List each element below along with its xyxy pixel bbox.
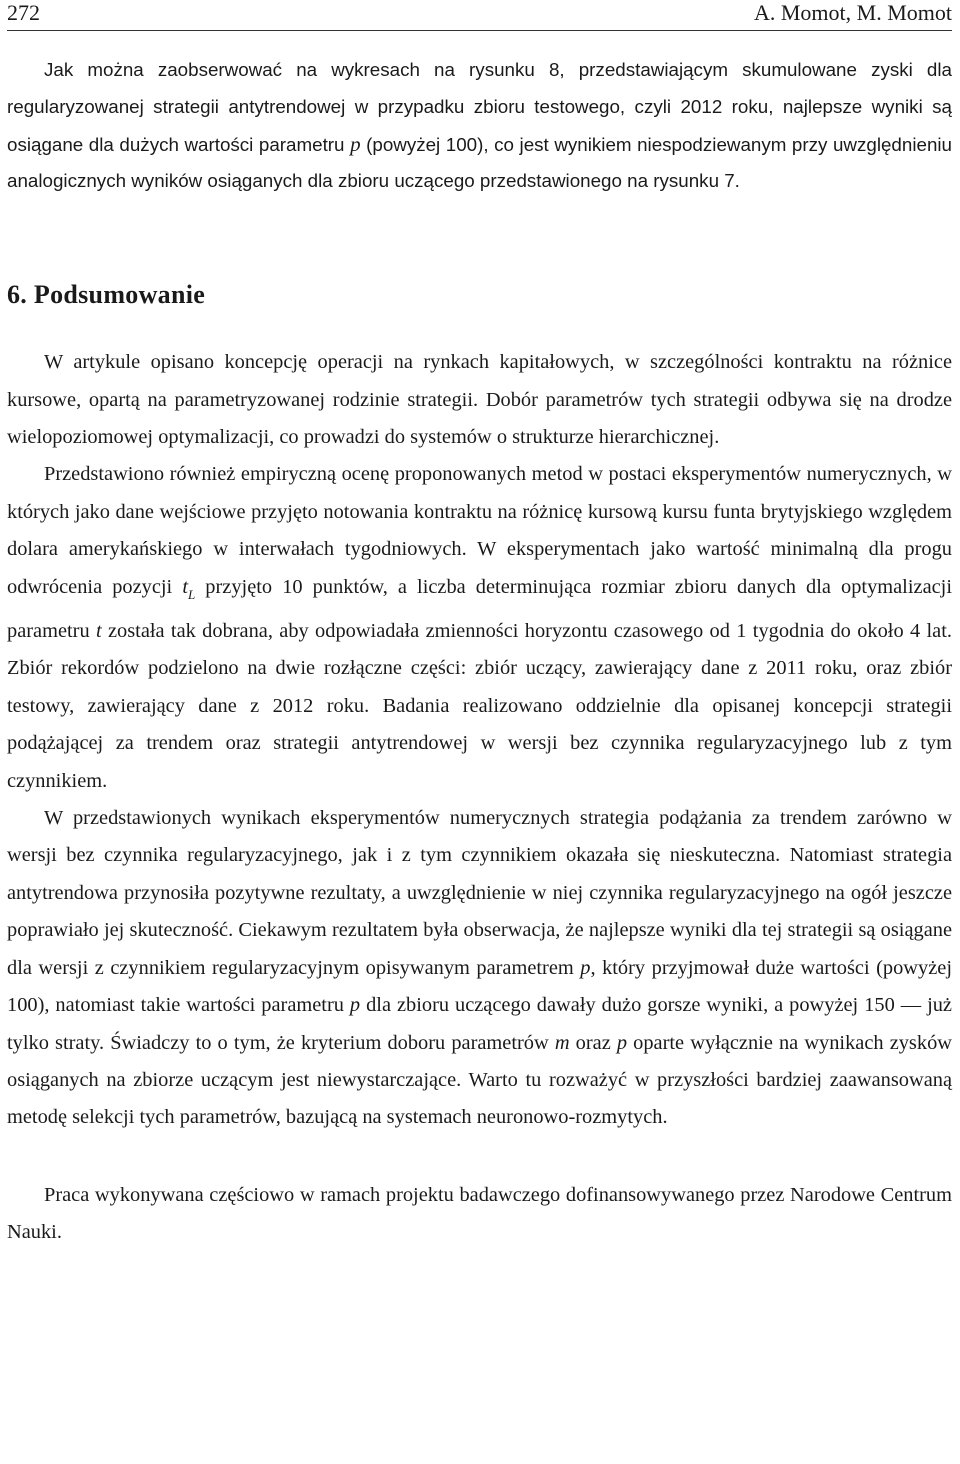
running-header-authors: A. Momot, M. Momot	[753, 0, 952, 25]
running-header	[7, 0, 952, 25]
symbol-t-subscript: L	[187, 586, 196, 602]
symbol-t-base: t	[182, 575, 188, 598]
symbol-t: t	[95, 620, 102, 643]
section-heading: 6. Podsumowanie	[7, 280, 206, 310]
acknowledgement: Praca wykonywana częściowo w ramach projektu badawczego dofinansowywanego przez Narodowe Centrum Nauki.	[7, 1183, 952, 1244]
intro-paragraph: Jak można zaobserwować na wykresach na rysunku 8, przedstawiającym skumulowane zyski dla regularyzowanej strategii antytrendowej w przypadku zbioru testowego, czyli 2012 roku, najlepsze wyniki są osiągane dla dużych wartości parametru p (powyżej 100), co jest wynikiem niespodziewanym przy uwzględnieniu analogicznych wyników osiąganych dla zbioru uczącego przedstawionego na rysunku 7.	[7, 59, 953, 192]
summary-paragraph-3: W przedstawionych wynikach eksperymentów numerycznych strategia podążania za trendem zarówno w wersji bez czynnika regularyzacyjnego, jak i z tym czynnikiem okazała się nieskuteczna. Natomiast strategia antytrendowa przynosiła pozytywne rezultaty, a uwzględnienie w niej czynnika regularyzacyjnego na ogół jeszcze poprawiało jej skuteczność. Ciekawym rezultatem była obserwacja, że najlepsze wyniki dla tej strategii są osiągane dla wersji z czynnikiem regularyzacyjnym opisywanym parametrem p, który przyjmował duże wartości (powyżej 100), natomiast takie wartości parametru p dla zbioru uczącego dawały dużo gorsze wyniki, a powyżej 150 — już tylko straty. Świadczy to o tym, że kryterium doboru parametrów m oraz p oparte wyłącznie na wynikach zysków osiąganych na zbiorze uczącym jest niewystarczające. Warto tu rozważyć w przyszłości bardziej zaawansowaną metodę selekcji tych parametrów, bazującą na systemach neuronowo-rozmytych.	[7, 807, 952, 1129]
summary-paragraph-1: W artykule opisano koncepcję operacji na rynkach kapitałowych, w szczególności kontraktu na różnice kursowe, opartą na parametryzowanej rodzinie strategii. Dobór parametrów tych strategii odbywa się na drodze wielopoziomowej optymalizacji, co prowadzi do systemów o strukturze hierarchicznej.	[7, 351, 952, 448]
page-number: 272	[7, 0, 40, 25]
summary-paragraph-2: Przedstawiono również empiryczną ocenę proponowanych metod w postaci eksperymentów numerycznych, w których jako dane wejściowe przyjęto notowania kontraktu na różnicę kursową kursu funta brytyjskiego względem dolara amerykańskiego w interwałach tygodniowych. W eksperymentach jako wartość minimalną dla progu odwrócenia pozycji $t_L$ przyjęto 10 punktów, a liczba determinująca rozmiar zbioru danych dla optymalizacji parametru t została tak dobrana, aby odpowiadała zmienności horyzontu czasowego od 1 tygodnia do około 4 lat. Zbiór rekordów podzielono na dwie rozłączne części: zbiór uczący, zawierający dane z 2011 roku, oraz zbiór testowy, zawierający dane z 2012 roku. Badania realizowano oddzielnie dla opisanej koncepcji strategii podążającej za trendem oraz strategii antytrendowej w wersji bez czynnika regularyzacyjnego lub z tym czynnikiem.	[7, 463, 952, 792]
header-rule	[7, 30, 952, 31]
page-body	[7, 52, 952, 1252]
intro-block	[7, 52, 952, 200]
param-p: p	[350, 131, 361, 156]
